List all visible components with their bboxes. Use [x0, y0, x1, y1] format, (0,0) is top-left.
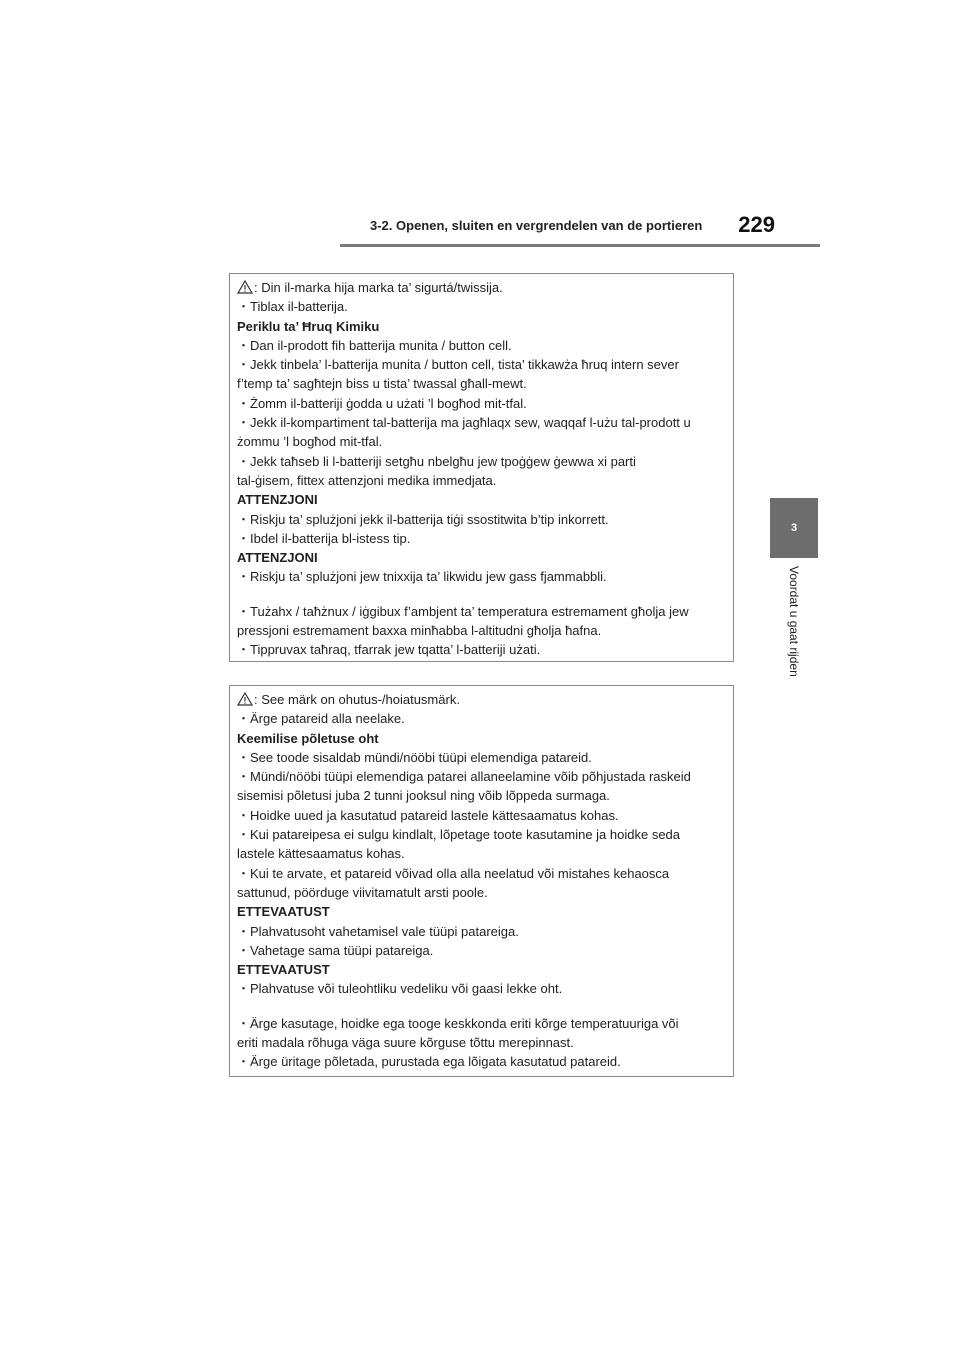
header-rule	[340, 244, 820, 247]
section-heading: ATTENZJONI	[237, 550, 318, 566]
list-item-continuation: żommu ’l bogħod mit-tfal.	[237, 434, 383, 450]
list-item-continuation: lastele kättesaamatus kohas.	[237, 846, 405, 862]
list-item: ・Tiblax il-batterija.	[237, 299, 348, 315]
list-item-continuation: pressjoni estremament baxxa minħabba l-altitudni għolja ħafna.	[237, 623, 602, 639]
section-heading: Keemilise põletuse oht	[237, 730, 379, 746]
list-item-continuation: sattunud, pöörduge viivitamatult arsti poole.	[237, 884, 488, 900]
list-item: ・Jekk il-kompartiment tal-batterija ma jagħlaqx sew, waqqaf l-użu tal-prodott u	[237, 415, 691, 431]
spacer	[237, 587, 726, 602]
section-heading: ETTEVAATUST	[237, 962, 330, 978]
list-item: ・Plahvatusoht vahetamisel vale tüüpi patareiga.	[237, 923, 519, 939]
list-item: ・Hoidke uued ja kasutatud patareid lastele kättesaamatus kohas.	[237, 807, 619, 823]
list-item: ・See toode sisaldab mündi/nööbi tüüpi elemendiga patareid.	[237, 749, 592, 765]
list-item: ・Ibdel il-batterija bl-istess tip.	[237, 530, 411, 546]
maltese-warning-box	[229, 273, 734, 662]
spacer	[237, 999, 726, 1014]
warning-triangle-icon	[237, 692, 253, 706]
list-item: ・Ärge üritage põletada, purustada ega lõigata kasutatud patareid.	[237, 1054, 621, 1070]
list-item: ・Mündi/nööbi tüüpi elemendiga patarei allaneelamine võib põhjustada raskeid	[237, 769, 691, 785]
list-item: ・Dan il-prodott fih batterija munita / button cell.	[237, 337, 512, 353]
list-item: ・Ärge kasutage, hoidke ega tooge keskkonda eriti kõrge temperatuuriga või	[237, 1015, 679, 1031]
chapter-number: 3	[790, 522, 798, 534]
section-heading: Periklu ta’ Ħruq Kimiku	[237, 318, 380, 334]
warning-symbol-line	[237, 690, 726, 709]
list-item: ・Tużahx / taħżnux / iġgibux f’ambjent ta’ temperatura estremament għolja jew	[237, 603, 689, 619]
list-item: ・Kui patareipesa ei sulgu kindlalt, lõpetage toote kasutamine ja hoidke seda	[237, 827, 681, 843]
list-item: ・Riskju ta’ splużjoni jekk il-batterija tiġi ssostitwita b’tip inkorrett.	[237, 511, 609, 527]
section-heading: ETTEVAATUST	[237, 904, 330, 920]
list-item: ・Riskju ta’ splużjoni jew tnixxija ta’ likwidu jew gass fjammabbli.	[237, 569, 607, 585]
list-item: ・Żomm il-batteriji ġodda u użati ’l bogħod mit-tfal.	[237, 395, 527, 411]
warning-symbol-text: : Din il-marka hija marka ta’ sigurtá/twissija.	[254, 280, 503, 295]
list-item: ・Jekk taħseb li l-batteriji setgħu nbelgħu jew tpoġġew ġewwa xi parti	[237, 453, 636, 469]
list-item-continuation: tal-ġisem, fittex attenzjoni medika immedjata.	[237, 472, 497, 488]
estonian-warning-box	[229, 685, 734, 1077]
list-item: ・Vahetage sama tüüpi patareiga.	[237, 942, 434, 958]
list-item-continuation: f’temp ta’ sagħtejn biss u tista’ twassal għall-mewt.	[237, 376, 527, 392]
warning-symbol-line	[237, 278, 726, 297]
list-item: ・Plahvatuse või tuleohtliku vedeliku või gaasi lekke oht.	[237, 981, 563, 997]
list-item: ・Jekk tinbela’ l-batterija munita / button cell, tista’ tikkawża ħruq intern sever	[237, 357, 679, 373]
section-heading: ATTENZJONI	[237, 492, 318, 508]
list-item-continuation: sisemisi põletusi juba 2 tunni jooksul ning võib lõppeda surmaga.	[237, 788, 610, 804]
warning-triangle-icon	[237, 280, 253, 294]
section-title: 3-2. Openen, sluiten en vergrendelen van de portieren	[370, 218, 703, 233]
list-item-continuation: eriti madala rõhuga väga suure kõrguse tõttu merepinnast.	[237, 1035, 574, 1051]
chapter-tab	[770, 498, 818, 558]
list-item: ・Tippruvax taħraq, tfarrak jew tqatta’ l-batteriji użati.	[237, 642, 541, 658]
list-item: ・Ärge patareid alla neelake.	[237, 711, 405, 727]
list-item: ・Kui te arvate, et patareid võivad olla alla neelatud või mistahes kehaosса	[237, 865, 670, 881]
page-number: 229	[738, 212, 775, 237]
chapter-title: Voordat u gaat rijden	[787, 566, 801, 677]
page-header	[340, 214, 820, 250]
warning-symbol-text: : See märk on ohutus-/hoiatusmärk.	[254, 692, 460, 707]
